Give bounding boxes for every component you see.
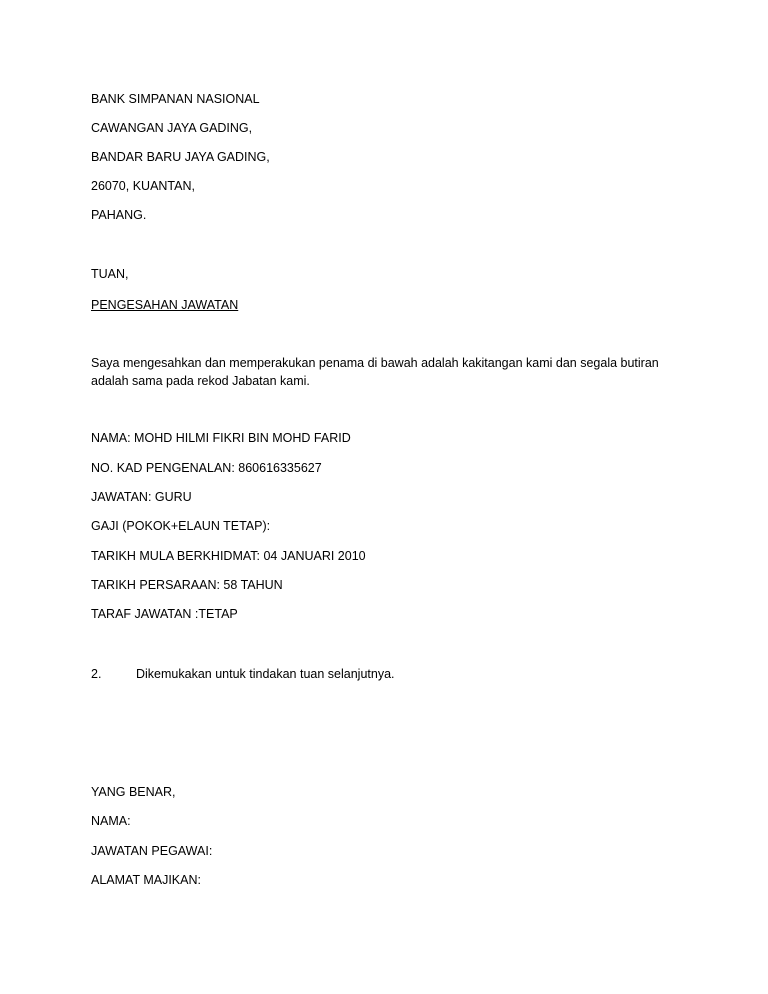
subject-heading: PENGESAHAN JAWATAN (91, 298, 239, 312)
signoff-nama: NAMA: (91, 814, 131, 828)
address-line-postcode: 26070, KUANTAN, (91, 179, 195, 193)
signoff-yang-benar: YANG BENAR, (91, 785, 176, 799)
closing-paragraph: Dikemukakan untuk tindakan tuan selanjutnya. (136, 667, 395, 681)
detail-ic-number: NO. KAD PENGENALAN: 860616335627 (91, 461, 322, 475)
address-line-bank: BANK SIMPANAN NASIONAL (91, 92, 260, 106)
detail-jawatan: JAWATAN: GURU (91, 490, 192, 504)
signoff-jawatan-pegawai: JAWATAN PEGAWAI: (91, 844, 213, 858)
address-line-branch: CAWANGAN JAYA GADING, (91, 121, 253, 135)
signoff-alamat-majikan: ALAMAT MAJIKAN: (91, 873, 201, 887)
intro-paragraph: Saya mengesahkan dan memperakukan penama di bawah adalah kakitangan kami dan segala butiran adalah sama pada rekod Jabatan kami. (91, 356, 659, 388)
address-line-state: PAHANG. (91, 208, 147, 222)
detail-tarikh-persaraan: TARIKH PERSARAAN: 58 TAHUN (91, 578, 283, 592)
paragraph-number: 2. (91, 667, 102, 681)
detail-taraf-jawatan: TARAF JAWATAN :TETAP (91, 607, 238, 621)
detail-nama: NAMA: MOHD HILMI FIKRI BIN MOHD FARID (91, 431, 351, 445)
address-line-area: BANDAR BARU JAYA GADING, (91, 150, 270, 164)
detail-tarikh-mula: TARIKH MULA BERKHIDMAT: 04 JANUARI 2010 (91, 549, 366, 563)
detail-gaji: GAJI (POKOK+ELAUN TETAP): (91, 519, 271, 533)
salutation: TUAN, (91, 267, 129, 281)
